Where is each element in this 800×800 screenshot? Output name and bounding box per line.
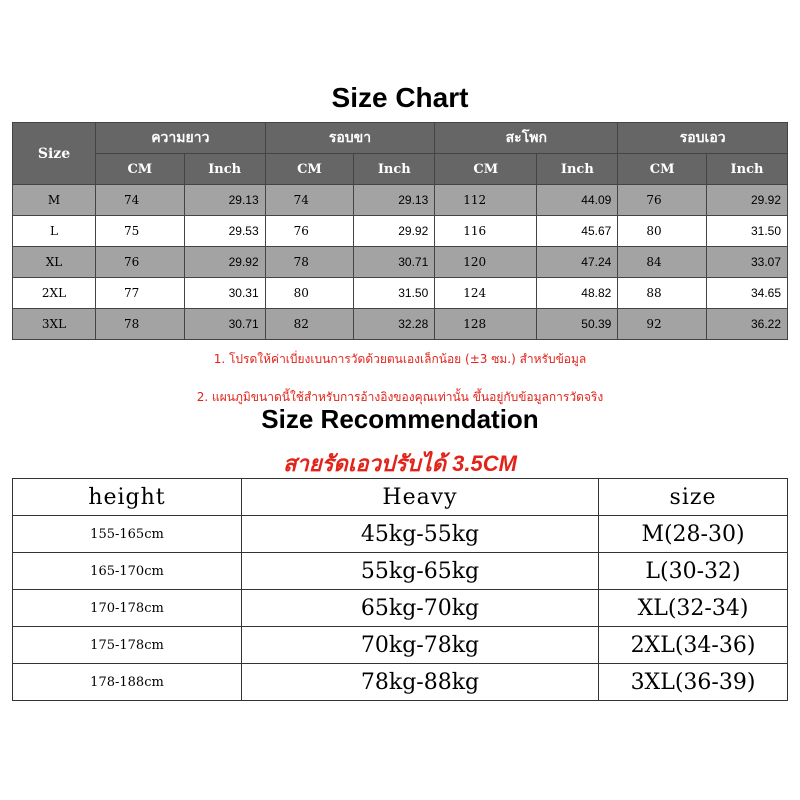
weight-cell: 65kg-70kg [242, 590, 599, 627]
cm-value-cell: 76 [96, 247, 185, 278]
size-chart-body [13, 185, 788, 340]
cm-value-cell: 84 [618, 247, 707, 278]
height-cell: 170-178cm [13, 590, 242, 627]
size-row [13, 247, 788, 278]
inch-value-cell: 36.22 [706, 309, 787, 340]
unit-header-inch: Inch [184, 154, 265, 185]
cm-value-cell: 74 [96, 185, 185, 216]
recommendation-row [13, 664, 788, 701]
group-header-length: ความยาว [96, 123, 266, 154]
recommendation-row [13, 516, 788, 553]
size-chart-table [12, 122, 788, 340]
inch-value-cell: 29.13 [184, 185, 265, 216]
recommendation-body [13, 516, 788, 701]
cm-value-cell: 116 [435, 216, 537, 247]
inch-value-cell: 31.50 [354, 278, 435, 309]
cm-value-cell: 74 [265, 185, 354, 216]
inch-value-cell: 33.07 [706, 247, 787, 278]
size-header: size [599, 479, 788, 516]
size-row [13, 278, 788, 309]
size-cell: L [13, 216, 96, 247]
size-row [13, 216, 788, 247]
group-header-leg: รอบขา [265, 123, 435, 154]
size-cell: 3XL [13, 309, 96, 340]
cm-value-cell: 112 [435, 185, 537, 216]
recommendation-row [13, 590, 788, 627]
weight-cell: 70kg-78kg [242, 627, 599, 664]
inch-value-cell: 32.28 [354, 309, 435, 340]
size-cell: M(28-30) [599, 516, 788, 553]
cm-value-cell: 128 [435, 309, 537, 340]
cm-value-cell: 82 [265, 309, 354, 340]
heavy-header: Heavy [242, 479, 599, 516]
weight-cell: 45kg-55kg [242, 516, 599, 553]
group-header-hip: สะโพก [435, 123, 618, 154]
waistband-subtitle: สายรัดเอวปรับได้ 3.5CM [283, 451, 517, 476]
weight-cell: 78kg-88kg [242, 664, 599, 701]
cm-value-cell: 120 [435, 247, 537, 278]
inch-value-cell: 45.67 [537, 216, 618, 247]
group-header-waist: รอบเอว [618, 123, 788, 154]
cm-value-cell: 80 [265, 278, 354, 309]
cm-value-cell: 75 [96, 216, 185, 247]
size-cell: XL [13, 247, 96, 278]
height-cell: 155-165cm [13, 516, 242, 553]
size-cell: L(30-32) [599, 553, 788, 590]
cm-value-cell: 80 [618, 216, 707, 247]
inch-value-cell: 30.71 [184, 309, 265, 340]
inch-value-cell: 30.71 [354, 247, 435, 278]
size-cell: M [13, 185, 96, 216]
height-cell: 178-188cm [13, 664, 242, 701]
size-cell: 3XL(36-39) [599, 664, 788, 701]
inch-value-cell: 44.09 [537, 185, 618, 216]
unit-header-cm: CM [96, 154, 185, 185]
recommendation-table [12, 478, 788, 701]
inch-value-cell: 30.31 [184, 278, 265, 309]
height-cell: 175-178cm [13, 627, 242, 664]
size-column-header: Size [13, 123, 96, 185]
cm-value-cell: 76 [618, 185, 707, 216]
size-cell: XL(32-34) [599, 590, 788, 627]
cm-value-cell: 124 [435, 278, 537, 309]
unit-header-cm: CM [265, 154, 354, 185]
size-chart-title: Size Chart [331, 82, 469, 113]
inch-value-cell: 48.82 [537, 278, 618, 309]
inch-value-cell: 34.65 [706, 278, 787, 309]
note-1: 1. โปรดให้ค่าเบี่ยงเบนการวัดด้วยตนเองเล็กน้อย (±3 ซม.) สำหรับข้อมูล [213, 352, 587, 366]
weight-cell: 55kg-65kg [242, 553, 599, 590]
inch-value-cell: 29.53 [184, 216, 265, 247]
inch-value-cell: 29.92 [354, 216, 435, 247]
inch-value-cell: 50.39 [537, 309, 618, 340]
size-cell: 2XL(34-36) [599, 627, 788, 664]
size-row [13, 309, 788, 340]
unit-header-inch: Inch [706, 154, 787, 185]
size-cell: 2XL [13, 278, 96, 309]
note-2: 2. แผนภูมิขนาดนี้ใช้สำหรับการอ้างอิงของคุณเท่านั้น ขึ้นอยู่กับข้อมูลการวัดจริง [196, 390, 604, 404]
height-header: height [13, 479, 242, 516]
inch-value-cell: 29.92 [184, 247, 265, 278]
size-row [13, 185, 788, 216]
cm-value-cell: 78 [265, 247, 354, 278]
recommendation-title: Size Recommendation [261, 404, 539, 434]
recommendation-row [13, 627, 788, 664]
unit-header-inch: Inch [354, 154, 435, 185]
inch-value-cell: 31.50 [706, 216, 787, 247]
unit-header-cm: CM [435, 154, 537, 185]
unit-header-inch: Inch [537, 154, 618, 185]
cm-value-cell: 77 [96, 278, 185, 309]
inch-value-cell: 29.13 [354, 185, 435, 216]
recommendation-row [13, 553, 788, 590]
cm-value-cell: 88 [618, 278, 707, 309]
cm-value-cell: 76 [265, 216, 354, 247]
cm-value-cell: 92 [618, 309, 707, 340]
height-cell: 165-170cm [13, 553, 242, 590]
inch-value-cell: 47.24 [537, 247, 618, 278]
inch-value-cell: 29.92 [706, 185, 787, 216]
cm-value-cell: 78 [96, 309, 185, 340]
unit-header-cm: CM [618, 154, 707, 185]
